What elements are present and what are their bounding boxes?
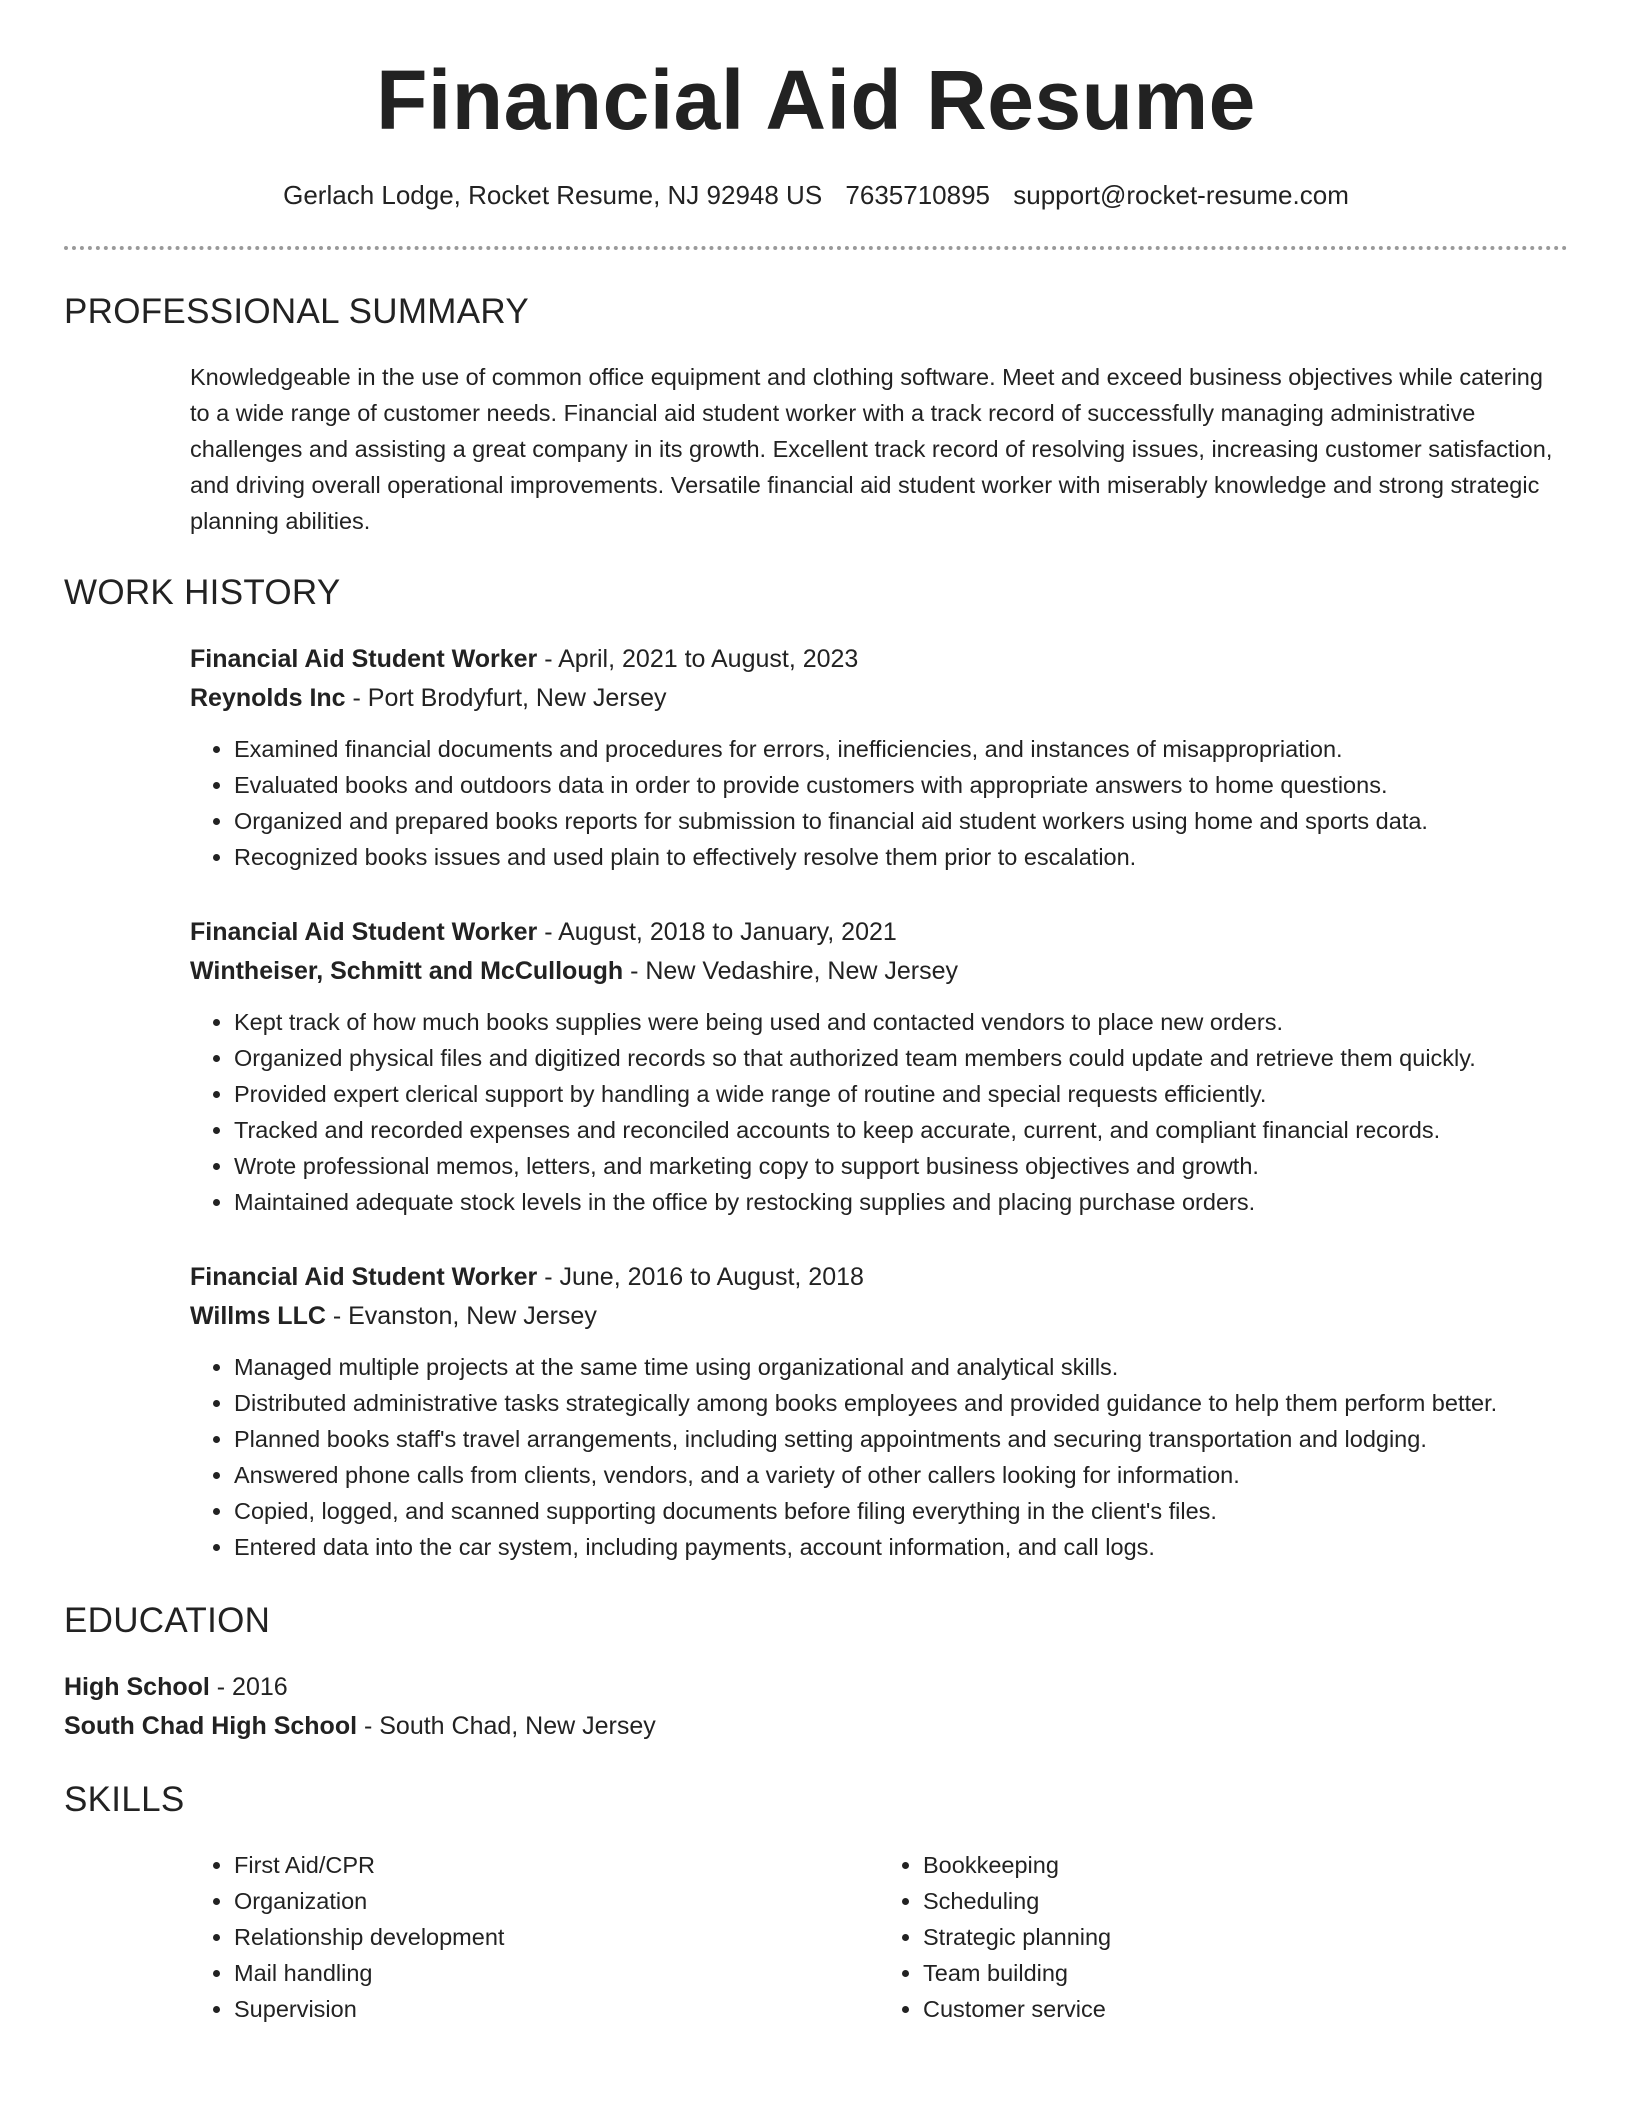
job-title: Financial Aid Student Worker [190,645,538,673]
job-bullet: • Copied, logged, and scanned supporting documents before filing everything in the client's files. [234,1493,1568,1529]
job-dates: - June, 2016 to August, 2018 [537,1263,864,1291]
job-bullets [190,731,1568,875]
job-entry [190,1258,1568,1565]
section-work-history [64,575,1568,1565]
contact-phone: 7635710895 [845,180,991,210]
skills-grid [190,1847,1568,2027]
job-title-line [190,640,1568,679]
job-bullet: • Maintained adequate stock levels in the office by restocking supplies and placing purchase orders. [234,1184,1568,1220]
job-bullets [190,1004,1568,1220]
job-bullet: • Evaluated books and outdoors data in order to provide customers with appropriate answers to home questions. [234,767,1568,803]
skill-item: • Mail handling [234,1955,879,1991]
job-title-line [190,1258,1568,1297]
skill-item: • Bookkeeping [923,1847,1568,1883]
skills-column-left [190,1847,879,2027]
job-location: - Evanston, New Jersey [325,1302,597,1330]
job-bullet: • Answered phone calls from clients, vendors, and a variety of other callers looking for information. [234,1457,1568,1493]
job-entry [190,640,1568,875]
job-title-line [190,913,1568,952]
job-dates: - August, 2018 to January, 2021 [537,918,897,946]
job-bullet: • Distributed administrative tasks strategically among books employees and provided guidance to help them perform better. [234,1385,1568,1421]
job-bullet: • Organized physical files and digitized records so that authorized team members could update and retrieve them quickly. [234,1040,1568,1076]
skill-item: • Team building [923,1955,1568,1991]
job-title: Financial Aid Student Worker [190,1263,538,1291]
section-heading-summary: PROFESSIONAL SUMMARY [64,292,529,331]
education-degree-line [64,1668,1568,1707]
job-title: Financial Aid Student Worker [190,918,538,946]
education-school: South Chad High School [64,1712,358,1740]
job-bullet: • Entered data into the car system, including payments, account information, and call logs. [234,1529,1568,1565]
job-bullet: • Recognized books issues and used plain to effectively resolve them prior to escalation. [234,839,1568,875]
header-divider [64,246,1568,250]
section-heading-skills: SKILLS [64,1780,185,1819]
education-location: - South Chad, New Jersey [357,1712,656,1740]
section-heading-education: EDUCATION [64,1601,271,1640]
skill-item: • Organization [234,1883,879,1919]
job-entry [190,913,1568,1220]
summary-text: Knowledgeable in the use of common office equipment and clothing software. Meet and exceed business objectives while catering to a wide range of customer needs. Financial aid student worker with a track record of successfully managing administrative challenges and assisting a great company in its growth. Excellent track record of resolving issues, increasing customer satisfaction, and driving overall operational improvements. Versatile financial aid student worker with miserably knowledge and strong strategic planning abilities. [190,364,1553,534]
skill-item: • Relationship development [234,1919,879,1955]
job-company: Reynolds Inc [190,684,346,712]
job-company: Willms LLC [190,1302,326,1330]
resume-title: Financial Aid Resume [376,53,1256,147]
section-skills [64,1782,1568,2027]
job-company: Wintheiser, Schmitt and McCullough [190,957,624,985]
contact-address: Gerlach Lodge, Rocket Resume, NJ 92948 US [283,180,823,210]
job-company-line [190,952,1568,991]
skill-item: • Supervision [234,1991,879,2027]
contact-email: support@rocket-resume.com [1013,180,1349,210]
job-bullet: • Provided expert clerical support by handling a wide range of routine and special requests efficiently. [234,1076,1568,1112]
skill-item: • Scheduling [923,1883,1568,1919]
skill-item: • Strategic planning [923,1919,1568,1955]
job-bullet: • Examined financial documents and procedures for errors, inefficiencies, and instances of misappropriation. [234,731,1568,767]
job-location: - New Vedashire, New Jersey [623,957,958,985]
job-bullet: • Organized and prepared books reports for submission to financial aid student workers using home and sports data. [234,803,1568,839]
section-education [64,1603,1568,1746]
job-bullets [190,1349,1568,1565]
job-bullet: • Tracked and recorded expenses and reconciled accounts to keep accurate, current, and compliant financial records. [234,1112,1568,1148]
job-bullet: • Kept track of how much books supplies were being used and contacted vendors to place new orders. [234,1004,1568,1040]
job-bullet: • Planned books staff's travel arrangements, including setting appointments and securing transportation and lodging. [234,1421,1568,1457]
job-location: - Port Brodyfurt, New Jersey [345,684,667,712]
job-company-line [190,679,1568,718]
job-bullet: • Managed multiple projects at the same time using organizational and analytical skills. [234,1349,1568,1385]
job-dates: - April, 2021 to August, 2023 [537,645,859,673]
education-school-line [64,1707,1568,1746]
education-degree: High School [64,1673,210,1701]
skill-item: • Customer service [923,1991,1568,2027]
section-heading-work-history: WORK HISTORY [64,573,341,612]
job-company-line [190,1297,1568,1336]
section-professional-summary [64,294,1568,539]
education-year: - 2016 [209,1673,288,1701]
job-bullet: • Wrote professional memos, letters, and marketing copy to support business objectives and growth. [234,1148,1568,1184]
skills-column-right [879,1847,1568,2027]
skill-item: • First Aid/CPR [234,1847,879,1883]
contact-line [64,182,1568,208]
